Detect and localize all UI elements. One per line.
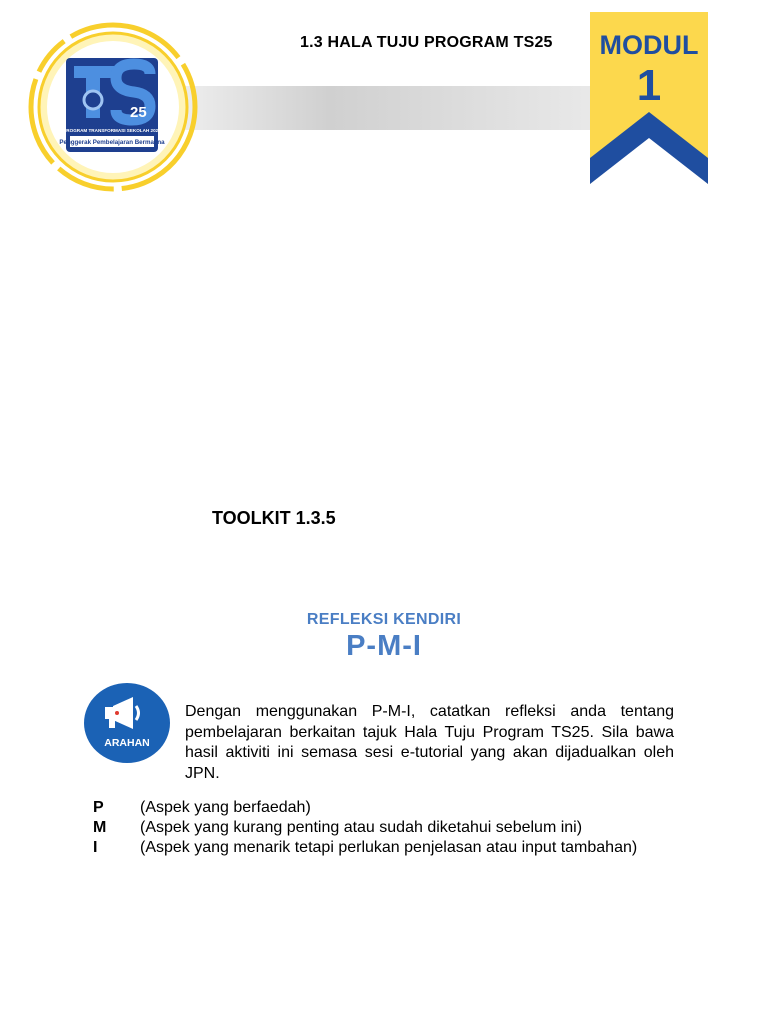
- legend-desc: (Aspek yang menarik tetapi perlukan penjelasan atau input tambahan): [140, 839, 638, 856]
- arahan-label: ARAHAN: [104, 737, 150, 749]
- section-subtitle: REFLEKSI KENDIRI: [306, 611, 462, 628]
- legend-desc: (Aspek yang berfaedah): [140, 799, 311, 816]
- svg-text:PROGRAM TRANSFORMASI SEKOLAH 2: PROGRAM TRANSFORMASI SEKOLAH 2025: [63, 128, 161, 133]
- header-title: 1.3 HALA TUJU PROGRAM TS25: [300, 34, 553, 51]
- legend-desc: (Aspek yang kurang penting atau sudah diketahui sebelum ini): [140, 819, 583, 836]
- svg-text:25: 25: [130, 104, 147, 121]
- legend-key: M: [93, 819, 107, 836]
- ts25-logo: [22, 22, 204, 192]
- svg-text:Penggerak Pembelajaran Bermakn: Penggerak Pembelajaran Bermakna: [59, 139, 165, 146]
- modul-ribbon: [588, 12, 710, 186]
- header-bar: [150, 86, 598, 130]
- logo-number: [130, 104, 147, 121]
- legend-key: I: [93, 839, 98, 856]
- legend-key: P: [93, 799, 104, 816]
- legend-row-i: [93, 838, 733, 858]
- legend-row-p: [93, 798, 733, 818]
- arahan-badge: [83, 682, 171, 764]
- section-title: P-M-I: [346, 630, 422, 662]
- legend-row-m: [93, 818, 733, 838]
- instruction-text: Dengan menggunakan P-M-I, catatkan refleksi anda tentang pembelajaran berkaitan tajuk Hala Tuju Program TS25. Sila bawa hasil aktiviti ini semasa sesi e-tutorial yang akan dijadualkan oleh JPN.: [185, 703, 674, 782]
- toolkit-title: TOOLKIT 1.3.5: [212, 508, 336, 528]
- modul-label: MODUL: [599, 30, 699, 60]
- pmi-legend: [93, 798, 733, 858]
- modul-number: 1: [636, 61, 662, 110]
